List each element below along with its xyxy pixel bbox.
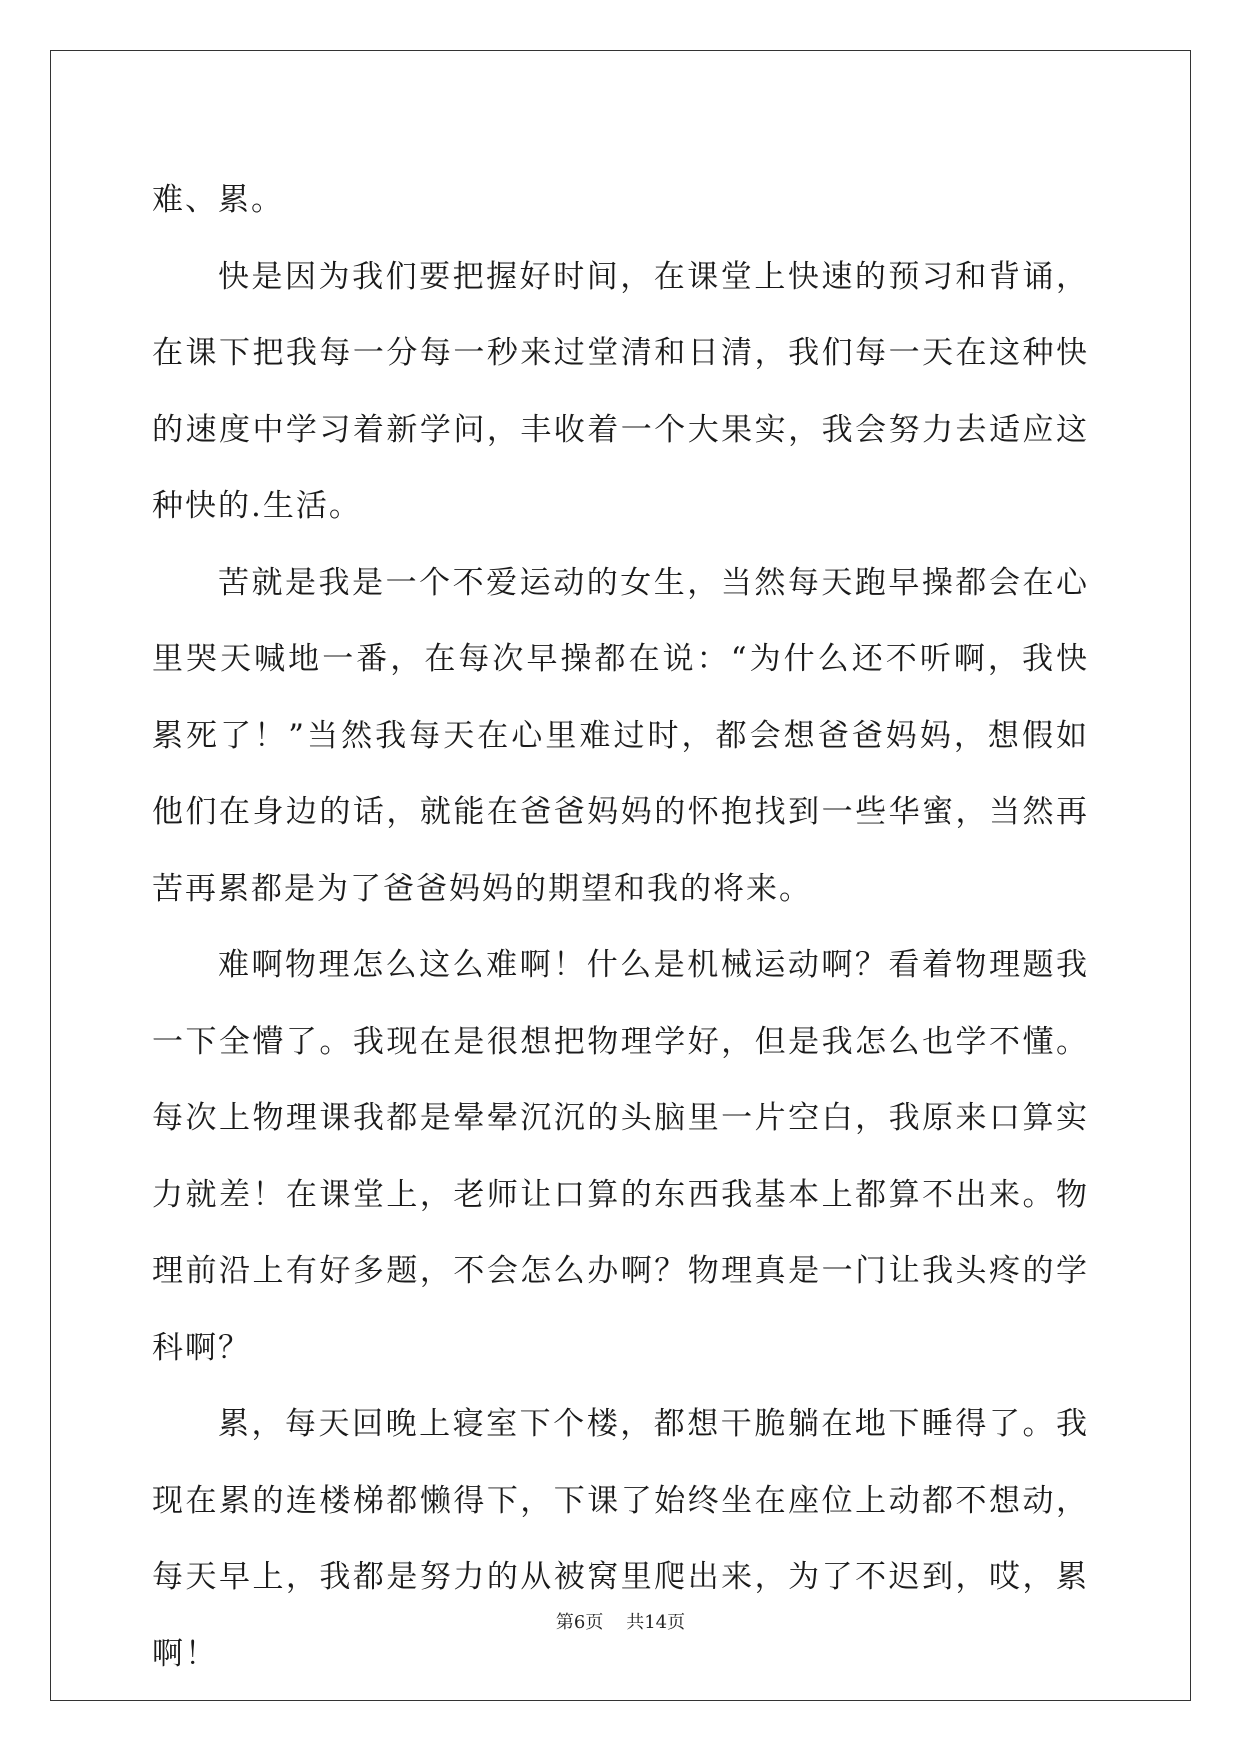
paragraph-3: 苦就是我是一个不爱运动的女生，当然每天跑早操都会在心里哭天喊地一番，在每次早操都在说：“为什么还不听啊，我快累死了！”当然我每天在心里难过时，都会想爸爸妈妈，想假如他们在身边的话，就能在爸爸妈妈的怀抱找到一些华蜜，当然再苦再累都是为了爸爸妈妈的期望和我的将来。 [152, 564, 1089, 907]
page-total: 共14页 [626, 1612, 686, 1633]
paragraph-5: 累，每天回晚上寝室下个楼，都想干脆躺在地下睡得了。我现在累的连楼梯都懒得下，下课了始终坐在座位上动都不想动，每天早上，我都是努力的从被窝里爬出来，为了不迟到，哎，累啊！ [152, 1406, 1089, 1672]
paragraph-4: 难啊物理怎么这么难啊！什么是机械运动啊？看着物理题我一下全懵了。我现在是很想把物理学好，但是我怎么也学不懂。每次上物理课我都是晕晕沉沉的头脑里一片空白，我原来口算实力就差！在课堂上，老师让口算的东西我基本上都算不出来。物理前沿上有好多题，不会怎么办啊？物理真是一门让我头疼的学科啊？ [152, 947, 1089, 1366]
paragraph-1: 难、累。 [152, 182, 284, 218]
document-body [152, 162, 1089, 1692]
page-number: 第6页 [555, 1612, 604, 1633]
page-footer [0, 1608, 1241, 1634]
paragraph-2: 快是因为我们要把握好时间，在课堂上快速的预习和背诵，在课下把我每一分每一秒来过堂清和日清，我们每一天在这种快的速度中学习着新学问，丰收着一个大果实，我会努力去适应这种快的.生活。 [152, 258, 1089, 524]
